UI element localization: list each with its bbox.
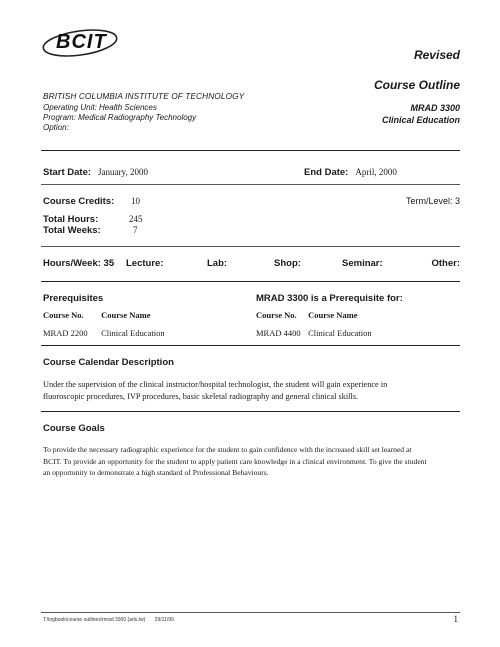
end-date-label: End Date: (304, 167, 349, 178)
footer-path: T:\logbook\course outlines\mrad 3300 (arlu.lw) (43, 617, 146, 623)
calendar-description-text (43, 379, 463, 402)
bcit-logo (40, 26, 120, 60)
start-date-value: January, 2000 (98, 167, 148, 177)
course-goals-title: Course Goals (43, 423, 105, 434)
footer-date: 29/11/99 (154, 617, 174, 623)
revised-label: Revised (413, 48, 460, 62)
col-course-no: Course No. (256, 310, 297, 320)
course-credits-value: 10 (131, 196, 140, 206)
row-course-no: MRAD 4400 (256, 328, 301, 338)
course-outline-title: Course Outline (373, 78, 460, 92)
option-label: Option: (43, 123, 69, 132)
prerequisite-for-table (256, 310, 460, 338)
course-goals-text (43, 444, 463, 479)
end-date-value: April, 2000 (355, 167, 397, 177)
total-hours-value: 245 (129, 214, 143, 224)
seminar-label: Seminar: (342, 258, 383, 269)
col-course-no: Course No. (43, 310, 84, 320)
divider (41, 246, 460, 247)
table-header (43, 310, 243, 320)
text-line: an opportunity to demonstrate a high standard of Professional Behaviours. (43, 468, 269, 477)
table-row (256, 328, 460, 338)
program-name: Program: Medical Radiography Technology (43, 113, 197, 122)
total-hours-label: Total Hours: (43, 214, 99, 225)
table-header (256, 310, 460, 320)
text-line: Under the supervision of the clinical instructor/hospital technologist, the student will gain experience in (43, 380, 388, 389)
divider (41, 411, 460, 412)
col-course-name: Course Name (101, 310, 151, 320)
start-date-row (43, 162, 148, 180)
divider (41, 281, 460, 282)
lecture-label: Lecture: (126, 258, 164, 269)
other-label: Other: (431, 258, 460, 269)
shop-label: Shop: (274, 258, 301, 269)
prerequisites-table (43, 310, 243, 338)
course-code: MRAD 3300 (410, 103, 460, 113)
row-course-name: Clinical Education (308, 328, 372, 338)
text-line: fluoroscopic procedures, IVP procedures, basic skeletal radiography and general clinical skills. (43, 391, 359, 401)
text-line: BCIT. To provide an opportunity for the student to apply patient care knowledge in a clinical environment. To give the student (43, 456, 427, 466)
institute-name: BRITISH COLUMBIA INSTITUTE OF TECHNOLOGY (43, 91, 245, 101)
divider (41, 150, 460, 151)
start-date-label: Start Date: (43, 167, 92, 178)
divider (41, 345, 460, 346)
hours-per-week: Hours/Week: 35 (43, 258, 115, 269)
total-weeks-label: Total Weeks: (43, 225, 101, 236)
course-credits-label: Course Credits: (43, 196, 115, 207)
col-course-name: Course Name (308, 310, 358, 320)
prerequisite-for-title: MRAD 3300 is a Prerequisite for: (256, 293, 403, 304)
term-level: Term/Level: 3 (405, 196, 460, 206)
footer-divider (41, 612, 460, 613)
footer-file-path (43, 617, 174, 623)
row-course-no: MRAD 2200 (43, 328, 88, 338)
operating-unit: Operating Unit: Health Sciences (43, 103, 157, 112)
total-weeks-value: 7 (133, 225, 138, 235)
table-row (43, 328, 243, 338)
bcit-logo-text: BCIT (56, 31, 107, 53)
row-course-name: Clinical Education (101, 328, 165, 338)
divider (41, 184, 460, 185)
course-title: Clinical Education (381, 115, 460, 125)
end-date-row (304, 162, 397, 180)
lab-label: Lab: (207, 258, 228, 269)
page-number: 1 (453, 614, 458, 624)
text-line: To provide the necessary radiographic experience for the student to gain confidence with the increased skill set learned at (43, 445, 412, 454)
calendar-description-title: Course Calendar Description (43, 357, 174, 368)
prerequisites-title: Prerequisites (43, 293, 104, 304)
